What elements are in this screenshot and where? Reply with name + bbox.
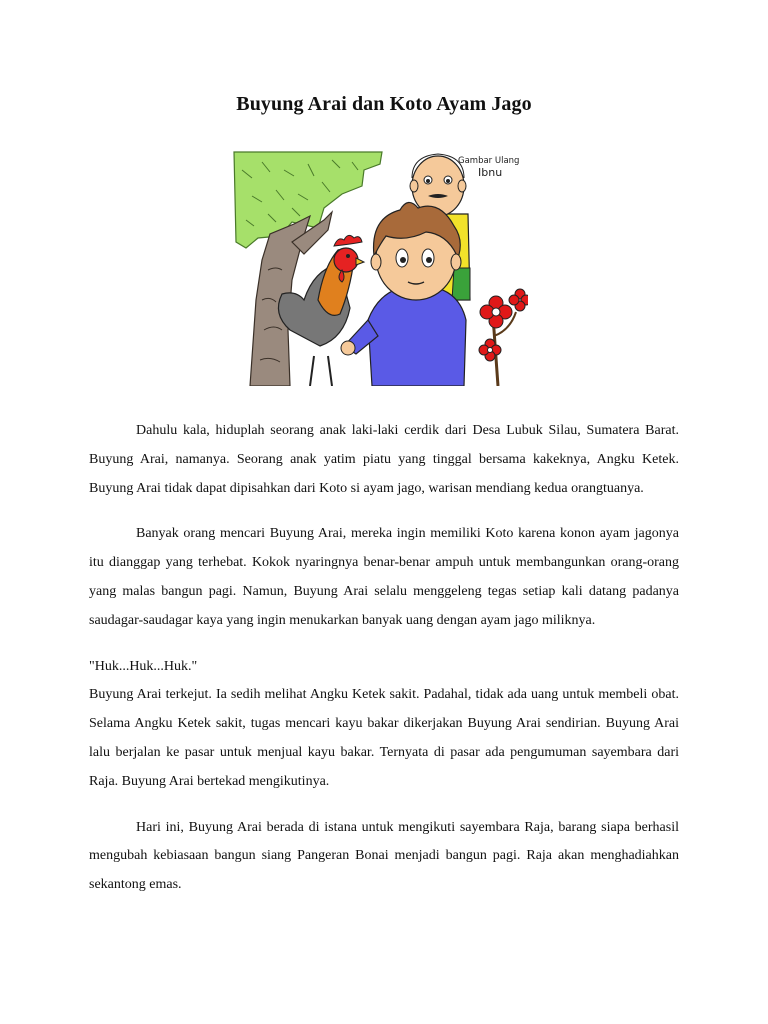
boy-figure xyxy=(341,202,466,386)
illustration-credit-line1: Gambar Ulang xyxy=(458,156,520,166)
story-body xyxy=(89,417,679,917)
story-title: Buyung Arai dan Koto Ayam Jago xyxy=(236,93,532,115)
paragraph-3-dialogue: "Huk...Huk...Huk." xyxy=(89,658,198,674)
flowers xyxy=(479,289,528,386)
illustration-credit-line2: Ibnu xyxy=(478,166,503,179)
story-illustration xyxy=(232,150,528,386)
paragraph-5: Hari ini, Buyung Arai berada di istana untuk mengikuti sayembara Raja, barang siapa berhasil mengubah kebiasaan bangun siang Pangeran Bonai menjadi bangun pagi. Raja akan menghadiahkan sekantong emas. xyxy=(89,819,679,893)
paragraph-4: Buyung Arai terkejut. Ia sedih melihat Angku Ketek sakit. Padahal, tidak ada uang untuk membeli obat. Selama Angku Ketek sakit, tugas mencari kayu bakar dikerjakan Buyung Arai sendirian. Buyung Arai lalu berjalan ke pasar untuk menjual kayu bakar. Ternyata di pasar ada pengumuman sayembara dari Raja. Buyung Arai bertekad mengikutinya. xyxy=(89,687,679,789)
paragraph-2: Banyak orang mencari Buyung Arai, mereka ingin memiliki Koto karena konon ayam jagonya itu dianggap yang terhebat. Kokok nyaringnya benar-benar ampuh untuk membangunkan orang-orang yang malas bangun pagi. Namun, Buyung Arai selalu menggeleng tegas setiap kali datang padanya saudagar-saudagar kaya yang ingin menukarkan banyak uang dengan ayam jago miliknya. xyxy=(89,526,679,628)
paragraph-1: Dahulu kala, hiduplah seorang anak laki-laki cerdik dari Desa Lubuk Silau, Sumatera Barat. Buyung Arai, namanya. Seorang anak yatim piatu yang tinggal bersama kakeknya, Angku Ketek. Buyung Arai tidak dapat dipisahkan dari Koto si ayam jago, warisan mendiang kedua orangtuanya. xyxy=(89,423,679,496)
